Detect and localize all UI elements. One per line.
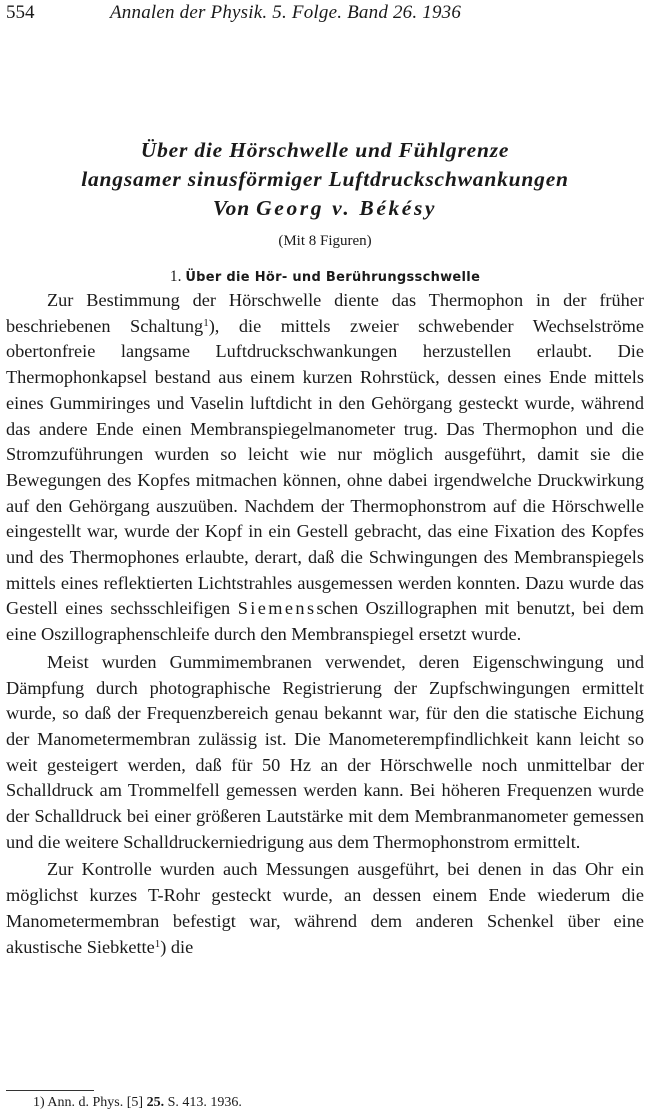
paragraph-3 [6,857,644,960]
paragraph-1-text-a: Zur Bestimmung der Hörschwelle diente das Thermophon in der früher beschriebenen Schaltung [6,290,644,336]
footnote-ref-1: 1 [203,316,209,329]
spaced-name-siemens: Siemens [237,598,317,619]
footnote [33,1095,242,1111]
running-header [6,2,644,28]
paragraph-1-text-c: schen Oszillographen mit benutzt, bei dem eine Oszillographenschleife durch den Membranspiegel ersetzt wurde. [6,598,644,645]
section-number: 1. [169,268,182,285]
section-title: Über die Hör- und Berührungsschwelle [185,270,481,285]
title-line-2: langsamer sinusförmiger Luftdruckschwankungen [81,167,569,191]
paragraph-1 [6,288,644,648]
footnote-volume: 25. [146,1095,165,1110]
figures-note: (Mit 8 Figuren) [278,233,372,249]
author-line [0,194,650,223]
footnote-marker: 1) [33,1095,45,1110]
running-title: Annalen der Physik. 5. Folge. Band 26. 1936 [110,2,462,23]
paragraph-3-text-a: Zur Kontrolle wurden auch Messungen ausgeführt, bei denen in das Ohr ein möglichst kurzes T-Rohr gesteckt wurde, an dessen einem Ende wiederum die Manometermembran befestigt war, während dem anderen Schenkel über eine akustische Siebkette [6,859,644,957]
footnote-journal: Ann. d. Phys. [5] [47,1095,144,1110]
author-prefix: Von [212,196,257,220]
section-heading [0,268,650,286]
title-line-1: Über die Hörschwelle und Fühlgrenze [140,138,510,162]
article-title [0,136,650,223]
page-number: 554 [6,2,35,23]
footnote-ref-2: 1 [154,937,161,950]
footnote-divider [6,1090,94,1091]
footnote-rest: S. 413. 1936. [167,1095,242,1110]
paragraph-1-text-b: ), die mittels zweier schwebender Wechselströme obertonfreie langsame Luftdruckschwankungen herzustellen erlaubt. Die Thermophonkapsel bestand aus einem kurzen Rohrstück, dessen eines Ende mittels eines Gummiringes und Vaselin luftdicht in den Gehörgang gesteckt wurde, während das andere Ende einen Membranspiegelmanometer trug. Das Thermophon und die Stromzuführungen wurden so leicht wie nur möglich ausgeführt, damit sie die Bewegungen des Kopfes mitmachen können, ohne dabei irgendwelche Druckwirkung auf den Gehörgang auszuüben. Nachdem der Thermophonstrom auf die Hörschwelle eingestellt war, wurde der Kopf in ein Gestell gebracht, das eine Fixation des Kopfes und des Thermophones erlaubte, derart, daß die Schwingungen des Membranspiegels mittels eines reflektierten Lichtstrahles ausgemessen werden konnten. Dazu wurde das Gestell eines sechsschleifigen [6,315,644,619]
paragraph-3-text-b: ) die [160,936,194,957]
author-name: Georg v. Békésy [256,196,438,220]
body-text [6,288,644,960]
paragraph-2: Meist wurden Gummimembranen verwendet, deren Eigenschwingung und Dämpfung durch photographische Registrierung der Zupfschwingungen ermittelt wurde, so daß der Frequenzbereich genau bekannt war, für den die statische Eichung der Manometermembran zulässig ist. Die Manometerempfindlichkeit kann leicht so weit gesteigert werden, daß für 50 Hz an der Hörschwelle noch unmittelbar der Schalldruck am Trommelfell gemessen werden kann. Bei höheren Frequenzen wurde der Schalldruck bei einer größeren Lautstärke mit dem Membranmanometer gemessen und die weitere Schalldruckerniedrigung aus dem Thermophonstrom ermittelt. [6,651,644,852]
